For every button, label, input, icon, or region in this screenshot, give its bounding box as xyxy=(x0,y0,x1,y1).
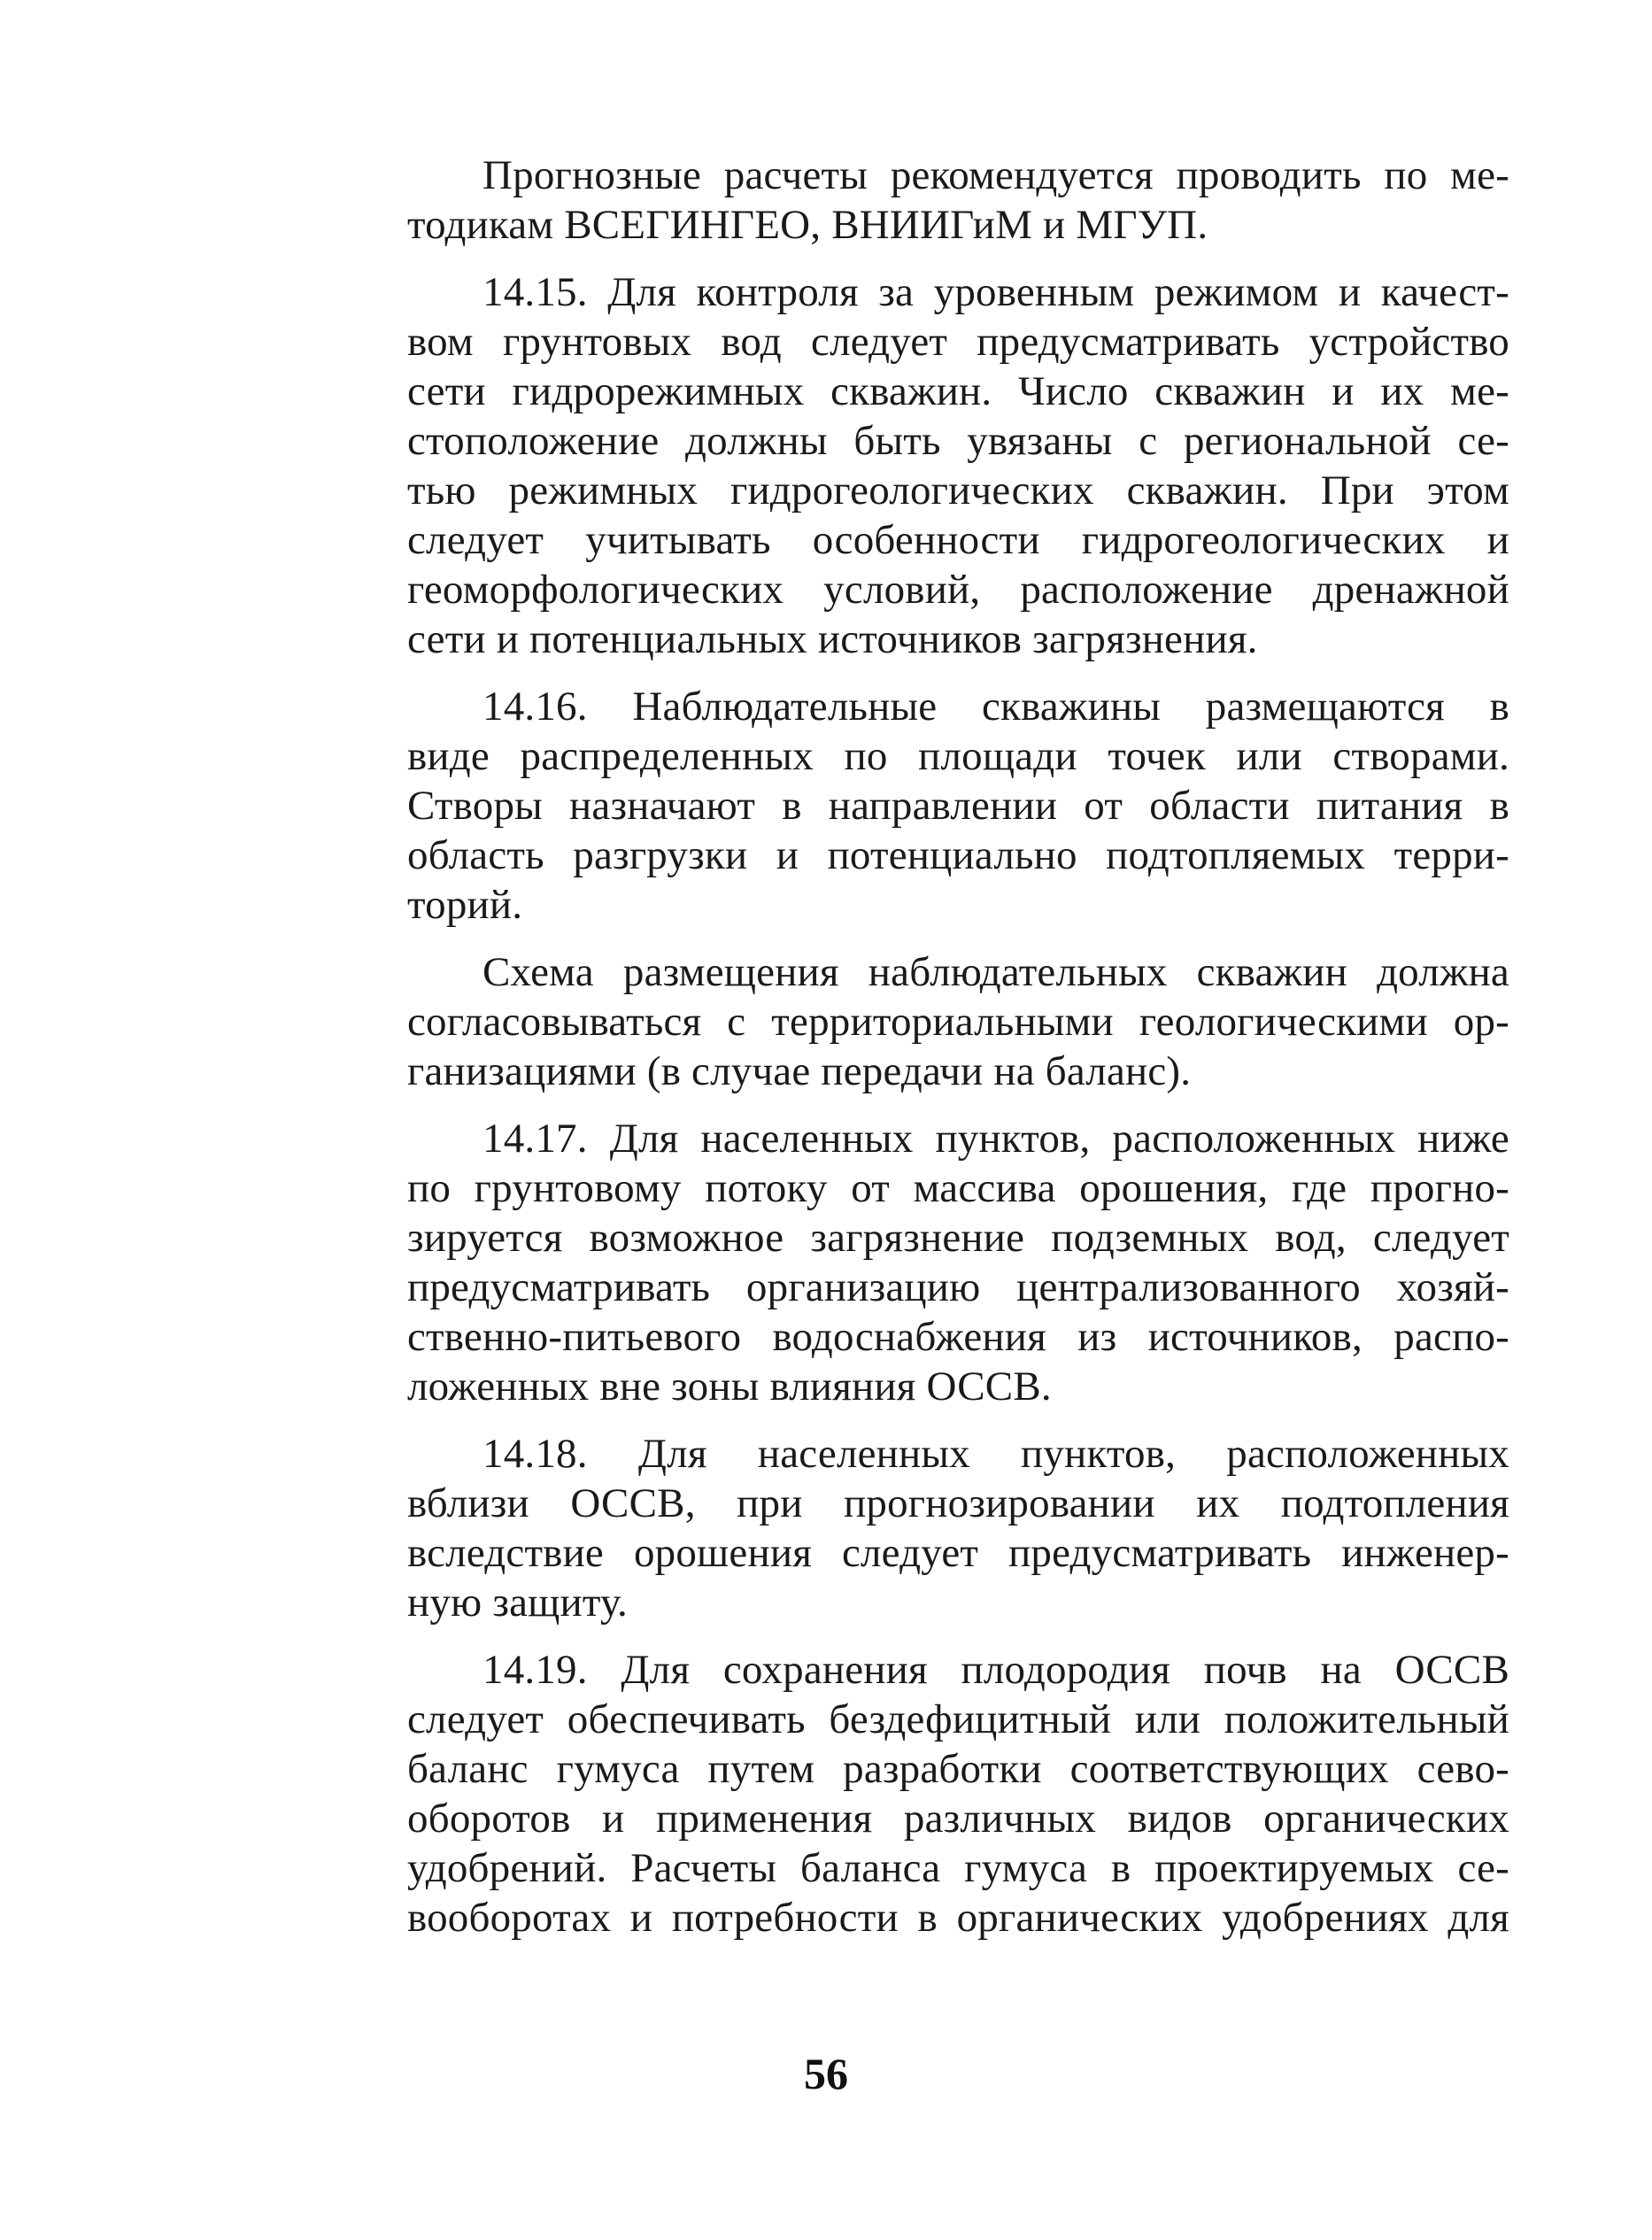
paragraph-well-scheme xyxy=(407,947,1509,1096)
text-line: вблизи ОССВ, при прогнозировании их подтопления xyxy=(407,1480,1509,1526)
text-line: Створы назначают в направлении от области питания в xyxy=(407,783,1509,829)
text-line: ложенных вне зоны влияния ОССВ. xyxy=(407,1363,1052,1410)
paragraph-forecast-methods xyxy=(407,151,1509,250)
page-number: 56 xyxy=(804,2049,848,2098)
text-line: следует учитывать особенности гидрогеологических и xyxy=(407,517,1509,563)
text-line: оборотов и применения различных видов органических xyxy=(407,1796,1509,1842)
paragraph-14-16 xyxy=(407,682,1509,930)
text-line: тодикам ВСЕГИНГЕО, ВНИИГиМ и МГУП. xyxy=(407,202,1208,248)
text-line: 14.15. Для контроля за уровенным режимом и качест- xyxy=(482,269,1509,315)
paragraph-14-18 xyxy=(407,1429,1509,1627)
text-line: ганизациями (в случае передачи на баланс). xyxy=(407,1048,1192,1094)
text-line: тью режимных гидрогеологических скважин. При этом xyxy=(407,467,1509,514)
text-line: согласовываться с территориальными геологическими ор- xyxy=(407,999,1509,1045)
text-line: ственно-питьевого водоснабжения из источников, распо- xyxy=(407,1314,1509,1360)
text-line: стоположение должны быть увязаны с региональной се- xyxy=(407,418,1509,464)
text-line: следует обеспечивать бездефицитный или положительный xyxy=(407,1696,1509,1742)
text-line: сети гидрорежимных скважин. Число скважин и их ме- xyxy=(407,368,1509,414)
text-line: вследствие орошения следует предусматривать инженер- xyxy=(407,1530,1509,1576)
text-line: 14.18. Для населенных пунктов, расположенных xyxy=(482,1431,1509,1477)
text-line: по грунтовому потоку от массива орошения, где прогно- xyxy=(407,1165,1509,1211)
text-line: 14.16. Наблюдательные скважины размещаются в xyxy=(482,684,1509,730)
text-line: Схема размещения наблюдательных скважин должна xyxy=(482,949,1509,995)
paragraph-14-19 xyxy=(407,1645,1509,1943)
text-line: область разгрузки и потенциально подтопляемых терри- xyxy=(407,832,1509,878)
text-line: 14.17. Для населенных пунктов, расположенных ниже xyxy=(482,1116,1509,1162)
text-line: вооборотах и потребности в органических удобрениях для xyxy=(407,1895,1509,1941)
text-line: предусматривать организацию централизованного хозяй- xyxy=(407,1264,1509,1310)
text-line: виде распределенных по площади точек или створами. xyxy=(407,733,1509,779)
text-line: геоморфологических условий, расположение дренажной xyxy=(407,567,1509,613)
text-line: сети и потенциальных источников загрязнения. xyxy=(407,616,1258,662)
body-text xyxy=(407,151,1509,1943)
text-line: Прогнозные расчеты рекомендуется проводить по ме- xyxy=(482,152,1509,198)
text-line: ную защиту. xyxy=(407,1580,628,1626)
text-line: удобрений. Расчеты баланса гумуса в проектируемых се- xyxy=(407,1845,1509,1891)
paragraph-14-17 xyxy=(407,1114,1509,1411)
text-line: зируется возможное загрязнение подземных вод, следует xyxy=(407,1215,1509,1261)
text-line: вом грунтовых вод следует предусматривать устройство xyxy=(407,319,1509,365)
text-line: торий. xyxy=(407,882,523,928)
text-line: 14.19. Для сохранения плодородия почв на ОССВ xyxy=(482,1647,1509,1693)
text-line: баланс гумуса путем разработки соответствующих сево- xyxy=(407,1746,1509,1792)
paragraph-14-15 xyxy=(407,267,1509,664)
